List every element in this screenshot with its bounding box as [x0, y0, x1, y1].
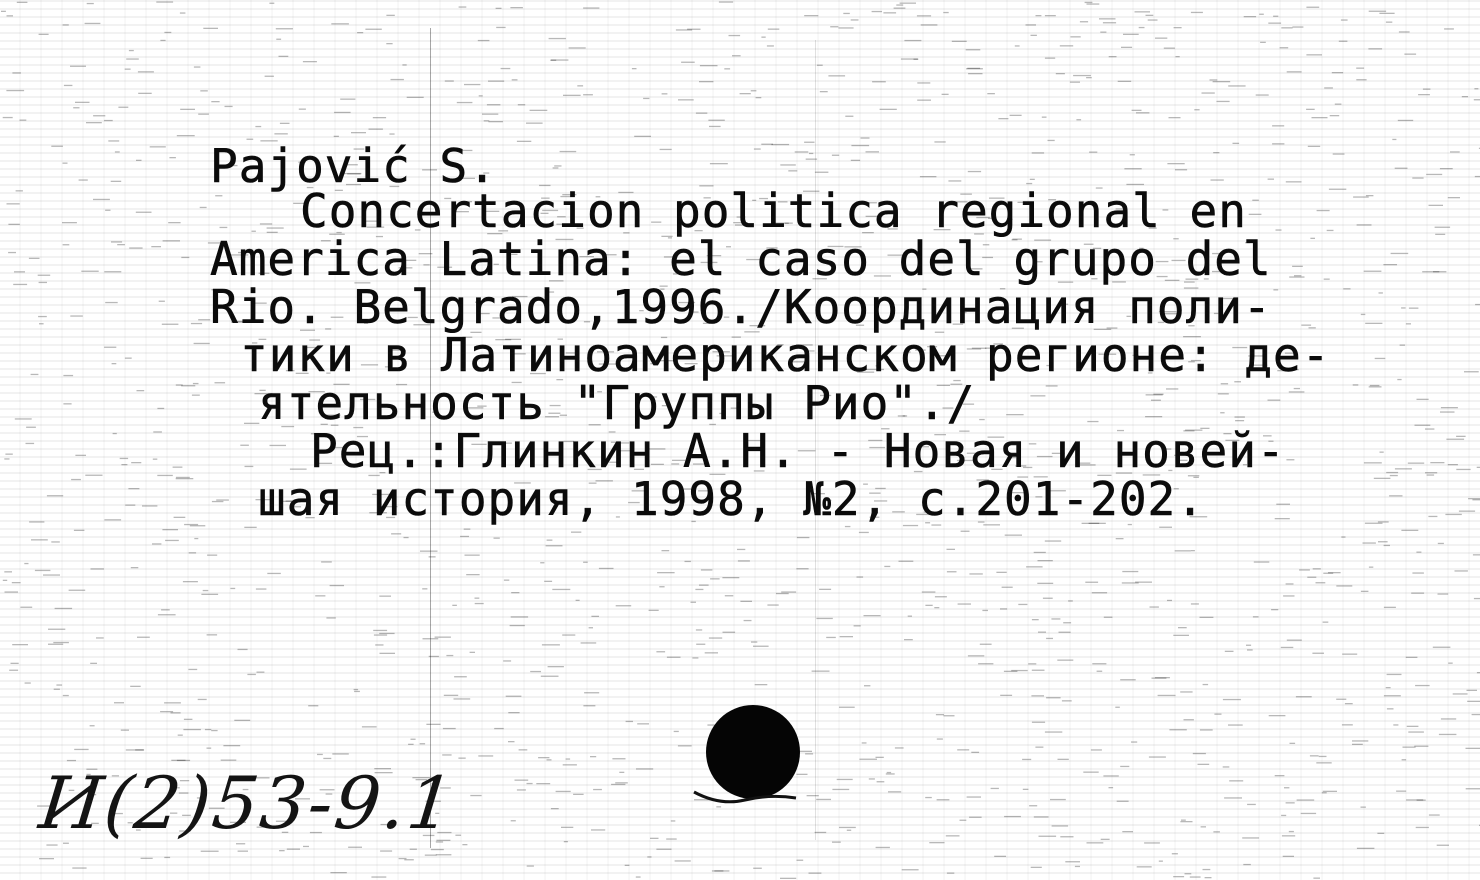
title-line-1: Concertacion politica regional en — [300, 184, 1247, 238]
review-line-1: Рец.:Глинкин А.Н. - Новая и новей- — [310, 424, 1286, 478]
handwritten-shelfmark: И(2)53-9.1 — [35, 761, 460, 845]
title-line-3: Rio. Belgrado,1996./Координация поли- — [210, 280, 1272, 334]
review-line-2: шая история, 1998, №2, с.201-202. — [258, 472, 1205, 526]
author-line: Pajović S. — [210, 139, 497, 193]
title-line-4: тики в Латиноамериканском регионе: де- — [240, 328, 1331, 382]
title-line-5: ятельность "Группы Рио"./ — [258, 376, 976, 430]
title-line-2: America Latina: el caso del grupo del — [210, 232, 1272, 286]
hole-smear — [690, 784, 800, 810]
